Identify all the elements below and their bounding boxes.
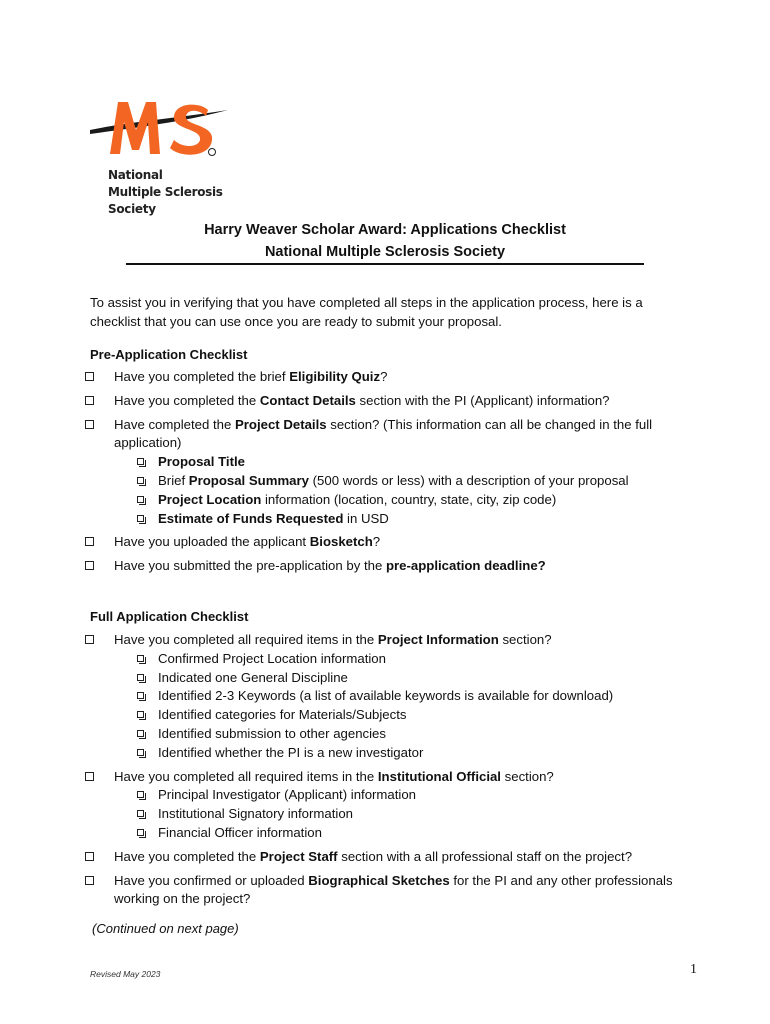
full-item-project-information: Have you completed all required items in the Project Information section? — [90, 631, 690, 650]
sub-item-institutional-signatory: Institutional Signatory information — [90, 805, 690, 824]
sub-item-materials-subjects: Identified categories for Materials/Subjects — [90, 706, 690, 725]
sub-checkbox[interactable] — [137, 674, 144, 681]
continued-note: (Continued on next page) — [92, 921, 239, 936]
sub-checkbox[interactable] — [137, 810, 144, 817]
ms-logo-mark — [88, 96, 238, 166]
pre-item-biosketch: Have you uploaded the applicant Biosketch? — [90, 533, 690, 552]
checkbox[interactable] — [85, 852, 94, 861]
sub-checkbox[interactable] — [137, 458, 144, 465]
sub-checkbox[interactable] — [137, 749, 144, 756]
checkbox[interactable] — [85, 420, 94, 429]
org-name — [108, 167, 223, 218]
sub-item-proposal-summary: Brief Proposal Summary (500 words or less) with a description of your proposal — [90, 472, 690, 491]
document-title: Harry Weaver Scholar Award: Applications Checklist — [204, 222, 566, 238]
checkbox[interactable] — [85, 537, 94, 546]
page-number: 1 — [690, 962, 697, 977]
document-header — [0, 219, 770, 263]
sub-checkbox[interactable] — [137, 496, 144, 503]
title-divider — [126, 263, 644, 265]
pre-item-project-details: Have completed the Project Details section? (This information can all be changed in the full application) — [90, 416, 690, 454]
sub-item-funds-requested: Estimate of Funds Requested in USD — [90, 510, 690, 529]
org-name-line-1: National — [108, 168, 163, 182]
sub-checkbox[interactable] — [137, 692, 144, 699]
checkbox[interactable] — [85, 876, 94, 885]
revised-date: Revised May 2023 — [90, 969, 161, 979]
pre-application-heading: Pre-Application Checklist — [90, 347, 248, 362]
sub-checkbox[interactable] — [137, 711, 144, 718]
pre-item-eligibility-quiz: Have you completed the brief Eligibility Quiz? — [90, 368, 690, 387]
ms-society-logo — [88, 96, 238, 221]
checkbox[interactable] — [85, 635, 94, 644]
org-name-line-3: Society — [108, 202, 156, 216]
checkbox[interactable] — [85, 772, 94, 781]
pre-item-deadline: Have you submitted the pre-application by the pre-application deadline? — [90, 557, 690, 576]
sub-item-financial-officer: Financial Officer information — [90, 824, 690, 843]
sub-checkbox[interactable] — [137, 829, 144, 836]
checkbox[interactable] — [85, 561, 94, 570]
sub-checkbox[interactable] — [137, 730, 144, 737]
document-subtitle: National Multiple Sclerosis Society — [264, 244, 506, 260]
sub-item-keywords: Identified 2-3 Keywords (a list of available keywords is available for download) — [90, 687, 690, 706]
full-item-institutional-official: Have you completed all required items in the Institutional Official section? — [90, 768, 690, 787]
org-name-line-2: Multiple Sclerosis — [108, 185, 223, 199]
sub-item-project-location: Project Location information (location, country, state, city, zip code) — [90, 491, 690, 510]
sub-item-other-agencies: Identified submission to other agencies — [90, 725, 690, 744]
checkbox[interactable] — [85, 396, 94, 405]
sub-item-general-discipline: Indicated one General Discipline — [90, 669, 690, 688]
sub-item-principal-investigator: Principal Investigator (Applicant) information — [90, 786, 690, 805]
intro-paragraph: To assist you in verifying that you have completed all steps in the application process, here is a checklist that you can use once you are ready to submit your proposal. — [90, 295, 643, 329]
checkbox[interactable] — [85, 372, 94, 381]
full-application-heading: Full Application Checklist — [90, 608, 249, 624]
sub-checkbox[interactable] — [137, 515, 144, 522]
sub-checkbox[interactable] — [137, 655, 144, 662]
full-item-biographical-sketches: Have you confirmed or uploaded Biographical Sketches for the PI and any other professionals working on the project? — [90, 872, 690, 910]
full-item-project-staff: Have you completed the Project Staff section with a all professional staff on the project? — [90, 848, 690, 867]
sub-item-proposal-title: Proposal Title — [90, 453, 690, 472]
sub-item-new-investigator: Identified whether the PI is a new investigator — [90, 744, 690, 763]
pre-item-contact-details: Have you completed the Contact Details section with the PI (Applicant) information? — [90, 392, 690, 411]
sub-item-project-location: Confirmed Project Location information — [90, 650, 690, 669]
checklist-body — [90, 293, 690, 909]
sub-checkbox[interactable] — [137, 791, 144, 798]
sub-checkbox[interactable] — [137, 477, 144, 484]
